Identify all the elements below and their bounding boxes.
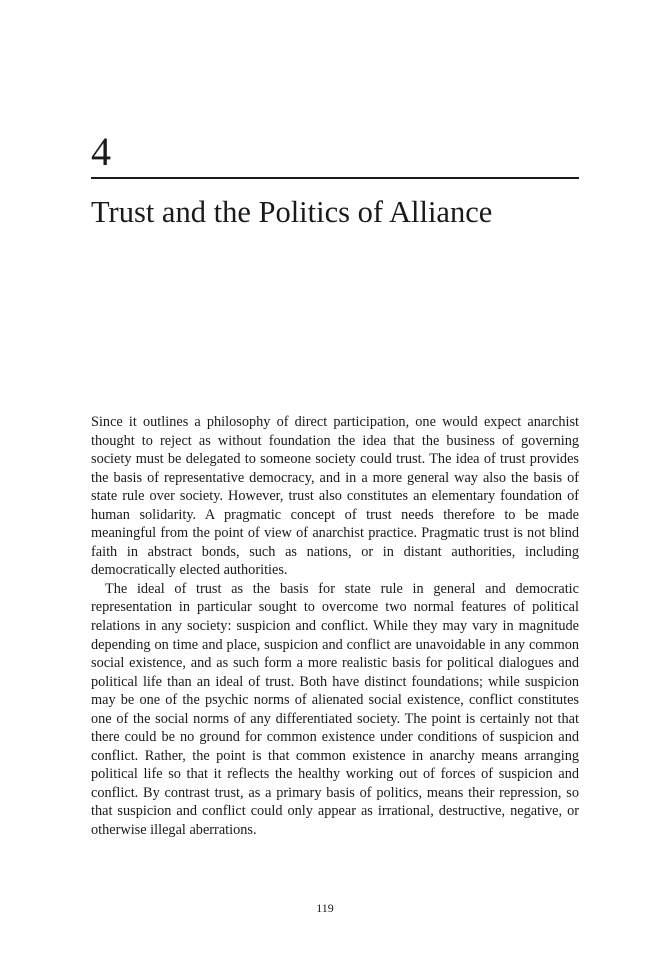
paragraph-1: Since it outlines a philosophy of direct participation, one would expect anarchist thought to reject as without foundation the idea that the business of governing society must be delegated to someone society could trust. The idea of trust provides the basis of representative democracy, and in a more general way also the basis of state rule over society. However, trust also constitutes an elementary foundation of human solidarity. A pragmatic concept of trust needs therefore to be made meaningful from the point of view of anarchist practice. Pragmatic trust is not blind faith in abstract bonds, such as nations, or in distant authorities, including democratically elected authorities. — [91, 414, 579, 579]
chapter-number: 4 — [91, 129, 111, 174]
page-number: 119 — [316, 901, 334, 915]
chapter-title: Trust and the Politics of Alliance — [91, 195, 493, 229]
chapter-rule — [91, 177, 579, 179]
body-text — [91, 413, 579, 840]
paragraph-2: The ideal of trust as the basis for state rule in general and democratic representation in particular sought to overcome two normal features of political relations in any society: suspicion and conflict. While they may vary in magnitude depending on time and place, suspicion and conflict are unavoidable in any common social existence, and as such form a more realistic basis for political dialogues and political life than an ideal of trust. Both have distinct foundations; while suspicion may be one of the psychic norms of alienated social existence, conflict constitutes one of the social norms of any differentiated society. The point is certainly not that there could be no ground for common existence under conditions of suspicion and conflict. Rather, the point is that common existence in anarchy means arranging political life so that it reflects the healthy working out of forces of suspicion and conflict. By contrast trust, as a primary basis of politics, means their repression, so that suspicion and conflict could only appear as irrational, destructive, negative, or otherwise illegal aberrations. — [91, 580, 579, 839]
